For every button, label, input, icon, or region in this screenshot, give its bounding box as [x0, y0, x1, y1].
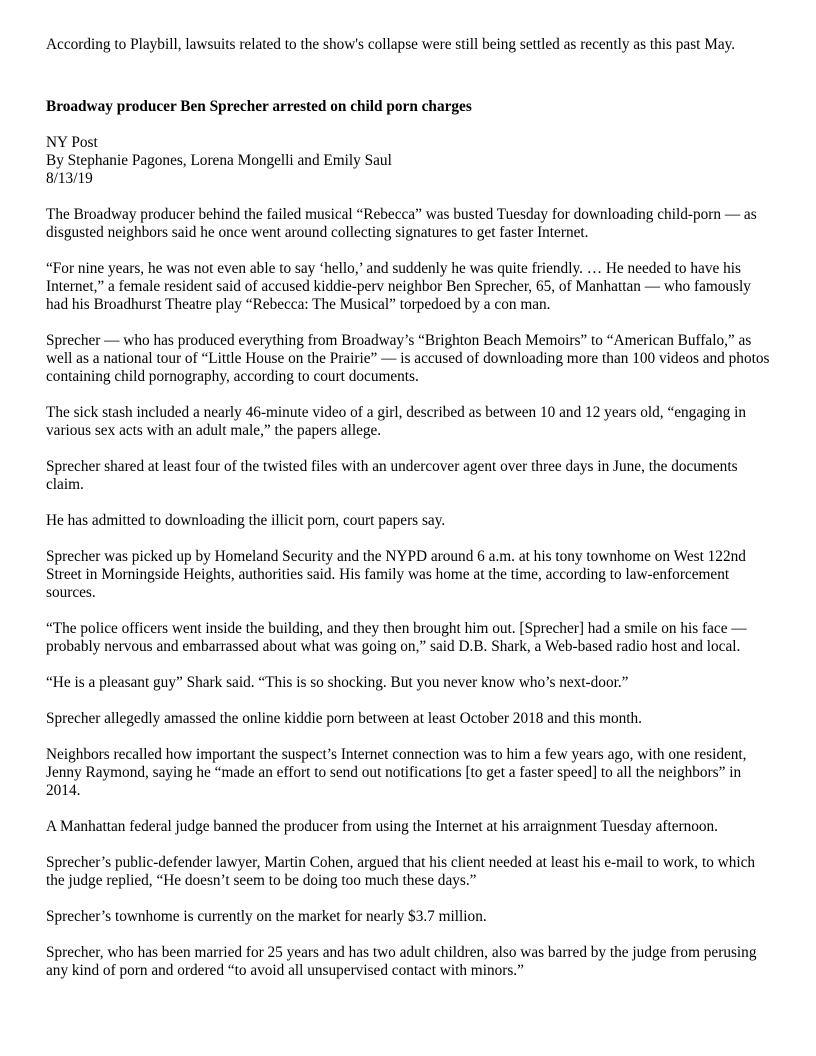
intro-paragraph: According to Playbill, lawsuits related to the show's collapse were still being settled as recently as this past May. — [46, 36, 736, 53]
body-paragraph: Sprecher was picked up by Homeland Security and the NYPD around 6 a.m. at his tony townhome on West 122nd Street in Morningside Heights, authorities said. His family was home at the time, according to law-enforcement sources. — [46, 548, 746, 601]
body-paragraph: “He is a pleasant guy” Shark said. “This is so shocking. But you never know who’s next-door.” — [46, 674, 629, 691]
article-date: 8/13/19 — [46, 170, 93, 187]
body-paragraph: “The police officers went inside the building, and they then brought him out. [Sprecher] had a smile on his face — probably nervous and embarrassed about what was going on,” said D.B. Shark, a Web-based radio host and local. — [46, 620, 747, 655]
article-source: NY Post — [46, 134, 98, 151]
body-paragraph: Sprecher allegedly amassed the online kiddie porn between at least October 2018 and this month. — [46, 710, 642, 727]
article-headline: Broadway producer Ben Sprecher arrested on child porn charges — [46, 98, 472, 115]
body-paragraph: Sprecher’s townhome is currently on the market for nearly $3.7 million. — [46, 908, 487, 925]
body-paragraph: “For nine years, he was not even able to say ‘hello,’ and suddenly he was quite friendly. … He needed to have his Internet,” a female resident said of accused kiddie-perv neighbor Ben Sprecher, 65, of Manhattan — who famously had his Broadhurst Theatre play “Rebecca: The Musical” torpedoed by a con man. — [46, 260, 751, 313]
body-paragraph: Sprecher, who has been married for 25 years and has two adult children, also was barred by the judge from perusing any kind of porn and ordered “to avoid all unsupervised contact with minors.” — [46, 944, 757, 979]
article-body — [46, 206, 772, 980]
body-paragraph: Sprecher shared at least four of the twisted files with an undercover agent over three days in June, the documents claim. — [46, 458, 738, 493]
body-paragraph: Sprecher — who has produced everything from Broadway’s “Brighton Beach Memoirs” to “American Buffalo,” as well as a national tour of “Little House on the Prairie” — is accused of downloading more than 100 videos and photos containing child pornography, according to court documents. — [46, 332, 770, 385]
body-paragraph: He has admitted to downloading the illicit porn, court papers say. — [46, 512, 446, 529]
article-byline — [46, 134, 772, 188]
body-paragraph: A Manhattan federal judge banned the producer from using the Internet at his arraignment Tuesday afternoon. — [46, 818, 719, 835]
article-authors: By Stephanie Pagones, Lorena Mongelli and Emily Saul — [46, 152, 392, 169]
body-paragraph: Neighbors recalled how important the suspect’s Internet connection was to him a few years ago, with one resident, Jenny Raymond, saying he “made an effort to send out notifications [to get a faster speed] to all the neighbors” in 2014. — [46, 746, 747, 799]
body-paragraph: The Broadway producer behind the failed musical “Rebecca” was busted Tuesday for downloading child-porn — as disgusted neighbors said he once went around collecting signatures to get faster Internet. — [46, 206, 757, 241]
body-paragraph: Sprecher’s public-defender lawyer, Martin Cohen, argued that his client needed at least his e-mail to work, to which the judge replied, “He doesn’t seem to be doing too much these days.” — [46, 854, 756, 889]
body-paragraph: The sick stash included a nearly 46-minute video of a girl, described as between 10 and 12 years old, “engaging in various sex acts with an adult male,” the papers allege. — [46, 404, 747, 439]
